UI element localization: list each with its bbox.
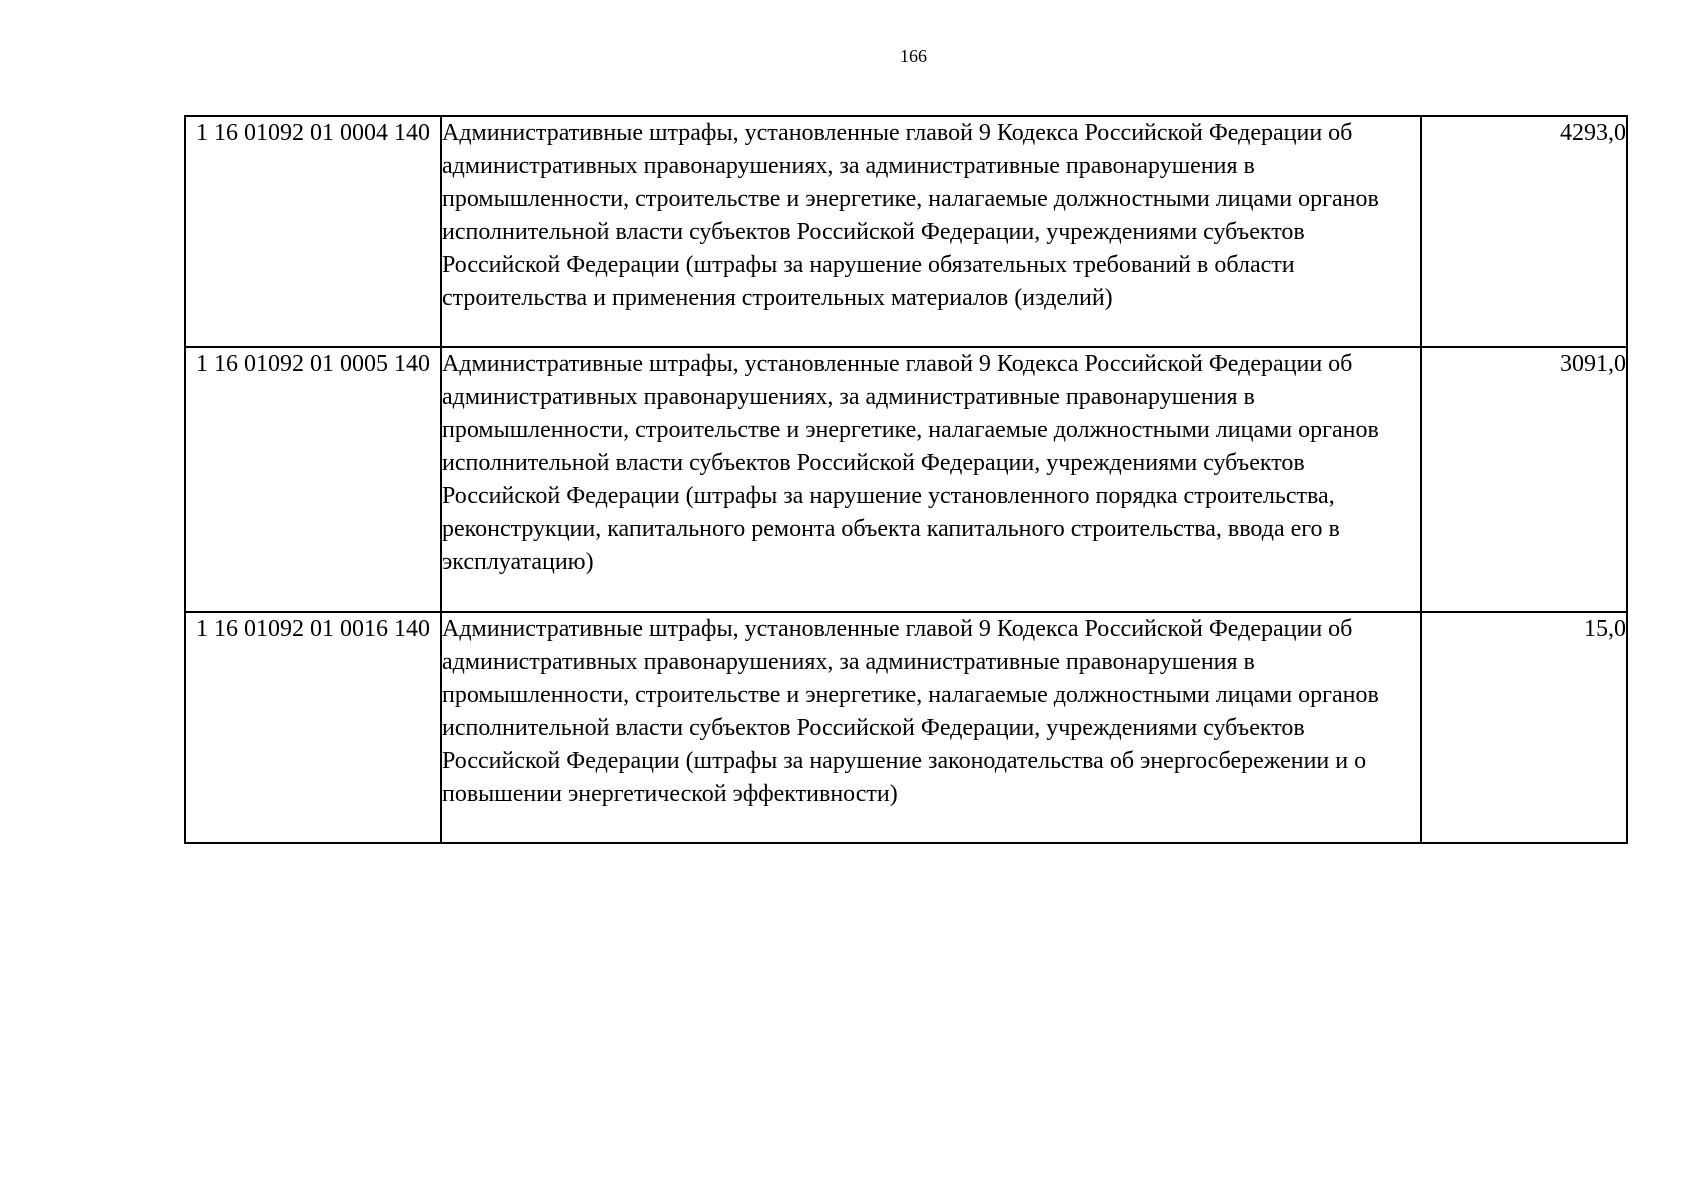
table-row	[185, 116, 1627, 347]
budget-code-cell: 1 16 01092 01 0005 140	[185, 347, 441, 612]
description-cell: Административные штрафы, установленные главой 9 Кодекса Российской Федерации об административных правонарушениях, за административные правонарушения в промышленности, строительстве и энергетике, налагаемые должностными лицами органов исполнительной власти субъектов Российской Федерации, учреждениями субъектов Российской Федерации (штрафы за нарушение установленного порядка строительства, реконструкции, капитального ремонта объекта капитального строительства, ввода его в эксплуатацию)	[441, 347, 1421, 612]
budget-code-cell: 1 16 01092 01 0016 140	[185, 612, 441, 843]
amount-cell: 4293,0	[1421, 116, 1627, 347]
description-cell: Административные штрафы, установленные главой 9 Кодекса Российской Федерации об административных правонарушениях, за административные правонарушения в промышленности, строительстве и энергетике, налагаемые должностными лицами органов исполнительной власти субъектов Российской Федерации, учреждениями субъектов Российской Федерации (штрафы за нарушение законодательства об энергосбережении и о повышении энергетической эффективности)	[441, 612, 1421, 843]
amount-cell: 15,0	[1421, 612, 1627, 843]
budget-code-cell: 1 16 01092 01 0004 140	[185, 116, 441, 347]
amount-cell: 3091,0	[1421, 347, 1627, 612]
table-row	[185, 347, 1627, 612]
description-cell: Административные штрафы, установленные главой 9 Кодекса Российской Федерации об административных правонарушениях, за административные правонарушения в промышленности, строительстве и энергетике, налагаемые должностными лицами органов исполнительной власти субъектов Российской Федерации, учреждениями субъектов Российской Федерации (штрафы за нарушение обязательных требований в области строительства и применения строительных материалов (изделий)	[441, 116, 1421, 347]
revenue-code-table	[184, 115, 1628, 844]
table-row	[185, 612, 1627, 843]
page-number: 166	[900, 46, 927, 66]
